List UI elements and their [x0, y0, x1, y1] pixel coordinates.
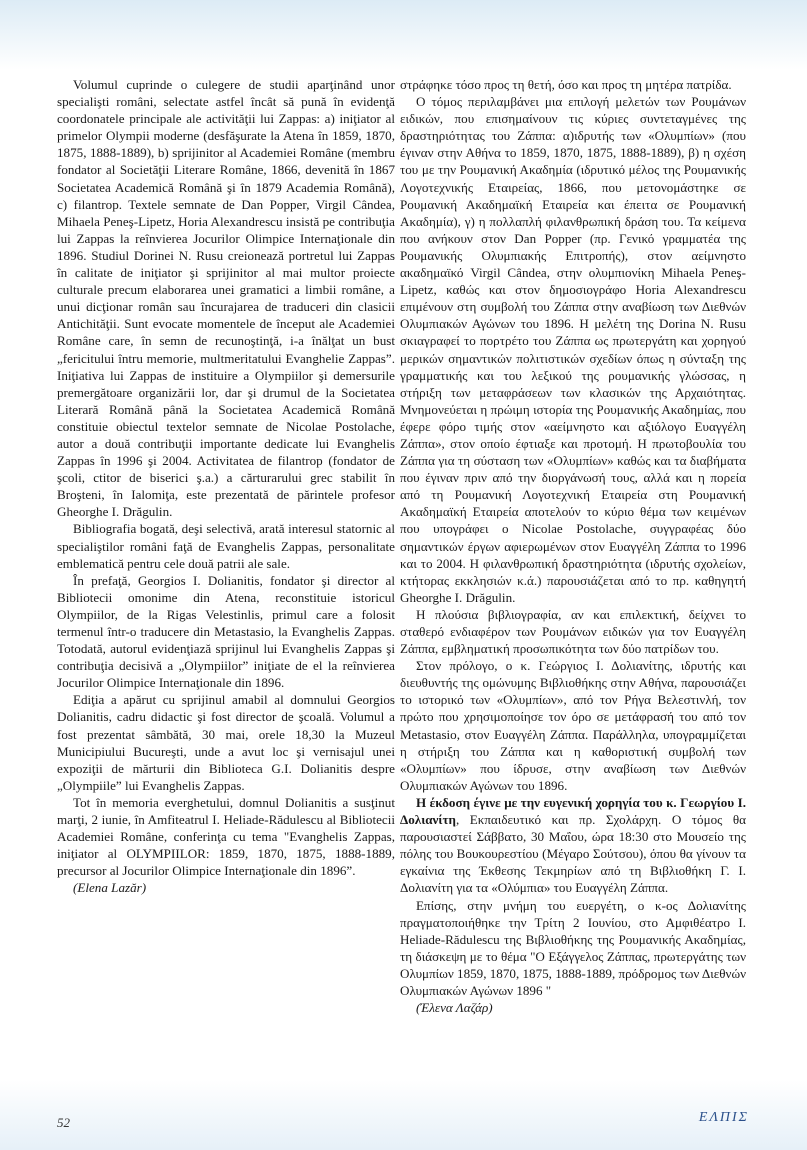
paragraph: Tot în memoria everghetului, domnul Dolianitis a susţinut marţi, 2 iunie, în Amfiteatrul I. Heliade-Rădulescu al Bibliotecii Academiei Române, conferinţa cu tema "Evanghelis Zappas, iniţiator al OLYMPIILOR: 1859, 1870, 1875, 1888-1889, precursor al Jocurilor Olimpice Internaţionale din 1896”.	[57, 794, 395, 879]
paragraph: În prefaţă, Georgios I. Dolianitis, fondator şi director al Bibliotecii omonime din Atena, reconstituie istoricul Olympiilor, de la Rigas Velestinlis, primul care a folosit termenul într-o traducere din Metastasio, la Evanghelis Zappas. Totodată, autorul evidenţiază sprijinul lui Evanghelis Zappas şi contribuţia decisivă a „Olympiilor” iniţiate de el la reînvierea Jocurilor Olimpice Internaţionale din 1896.	[57, 572, 395, 691]
paragraph: Η πλούσια βιβλιογραφία, αν και επιλεκτική, δείχνει το σταθερό ενδιαφέρον των Ρουμάνων ειδικών για τον Ευαγγέλη Ζάππα, εμβληματική προσωπικότητα των δύο πατρίδων του.	[400, 606, 746, 657]
paragraph: στράφηκε τόσο προς τη θετή, όσο και προς τη μητέρα πατρίδα.	[400, 77, 732, 92]
paragraph	[400, 794, 746, 897]
paragraph: Bibliografia bogată, deşi selectivă, arată interesul statornic al specialiştilor români faţă de Evanghelis Zappas, personalitate emblematică pentru cele două patrii ale sale.	[57, 521, 395, 571]
paragraph: Volumul cuprinde o culegere de studii aparţinând unor specialişti români, selectate astfel încât să pună în evidenţă coordonatele principale ale activităţii lui Zappas: a) iniţiator al primelor Olympii moderne (desfăşurate la Atena în 1859, 1870, 1875, 1888-1889), b) sprijinitor al Academiei Române (membru fondator al Societăţii Literare Române, 1866, devenită în 1867 Societatea Academică Română şi în 1879 Academia Română), c) filantrop. Textele semnate de Dan Popper, Virgil Cândea, Mihaela Peneş-Lipetz, Horia Alexandrescu insistă pe contribuţia lui Zappas la reînvierea Jocurilor Olimpice Internaţionale din 1896. Studiul Dorinei N. Rusu creionează portretul lui Zappas în calitate de iniţiator şi sprijinitor al mai multor proiecte culturale precum elaborarea unei gramatici a limbii române, a unui dicţionar român sau încurajarea de traduceri din clasicii Antichităţii. Sunt evocate momentele de început ale Academiei Române care, în semn de recunoştinţă, i-a înălţat un bust „fericitului întru memorie, multmeritatului Evanghelie Zappas”. Iniţiativa lui Zappas de instituire a Olympiilor şi demersurile premergătoare organizării lor, dar şi drumul de la Societatea Literară Română până la Societatea Academică Română constituie obiectul textelor semnate de Nicolae Postolache, autor a două contribuţii importante dedicate lui Evanghelis Zappas în 1996 şi 2004. Activitatea de filantrop (fondator de şcoli, ctitor de biserici ş.a.) a cărturarului grec stabilit în Broşteni, în Ialomiţa, este prezentată de părintele profesor Gheorghe I. Drăgulin.	[57, 77, 395, 520]
paragraph: Ediţia a apărut cu sprijinul amabil al domnului Georgios Dolianitis, cadru didactic şi fost director de şcoală. Volumul a fost prezentat sâmbătă, 30 mai, orele 18,30 la Muzeul Municipiului Bucureşti, unde a avut loc şi vernisajul unei expoziţii de mărturii din Biblioteca G.I. Dolianitis despre „Olympiile” lui Evanghelis Zappas.	[57, 692, 395, 793]
author-signature: (Elena Lazăr)	[73, 880, 147, 896]
right-column-greek	[400, 76, 746, 1016]
paragraph: Στον πρόλογο, ο κ. Γεώργιος Ι. Δολιανίτης, ιδρυτής και διευθυντής της ομώνυμης Βιβλιοθήκης στην Αθήνα, παρουσιάζει το ιστορικό των «Ολυμπίων», από τον Ρήγα Βελεστινλή, τον πρώτο που χρησιμοποίησε τον όρο σε μετάφρασή του από τον Metastasio, στον Ευαγγέλη Ζάππα. Παράλληλα, υπογραμμίζεται η στήριξη του Ζάππα και η καθοριστική συμβολή των «Ολυμπίων» που ίδρυσε, στην αναβίωση των Διεθνών Ολυμπιακών Αγώνων του 1896.	[400, 658, 746, 793]
paragraph: Ο τόμος περιλαμβάνει μια επιλογή μελετών των Ρουμάνων ειδικών, που επισημαίνουν τις κύριες συντεταγμένες της δραστηριότητας του Ζάππα: α)ιδρυτής των «Ολυμπίων» (που έγιναν στην Αθήνα το 1859, 1870, 1875, 1888-1889), β) η σχέση του με την Ρουμανική Ακαδημία (ιδρυτικό μέλος της Ρουμανικής Λογοτεχνικής Εταιρείας, 1866, που μετονομάστηκε σε Ρουμανική Ακαδημαϊκή Εταιρεία και έπειτα σε Ρουμανική Ακαδημία), γ) η πολλαπλή φιλανθρωπική δράση του. Τα κείμενα που ανήκουν στον Dan Popper (πρ. Γενικό γραμματέα της Ρουμανικής Ολυμπιακής Επιτροπής), στον αείμνηστο ακαδημαϊκό Virgil Cândea, στην ολυμπιονίκη Mihaela Peneş-Lipetz, καθώς και στον δημοσιογράφο Horia Alexandrescu επιμένουν στη συμβολή του Ζάππα στην αναβίωση των Διεθνών Ολυμπιακών Αγώνων του 1896. Η μελέτη της Dorina N. Rusu σκιαγραφεί το πορτρέτο του Ζάππα ως πρωτεργάτη και χορηγού μερικών σημαντικών πολιτιστικών σχεδίων όπως η σύνταξη της γραμματικής και του λεξικού της ρουμανικής γλώσσας, η στήριξη των μεταφράσεων των κλασικών της Αρχαιότητας. Μνημονεύεται η πρώιμη ιστορία της Ρουμανικής Ακαδημίας, που έφερε φόρο τιμής στον «αείμνηστο και αξιόλογο Ευαγγέλη Ζάππα», στον οποίο έφτιαξε και προτομή. Η πρωτοβουλία του Ζάππα για τη σύσταση των «Ολυμπίων» καθώς και τα διαβήματα που έγιναν πριν από την διοργάνωσή τους, αλλά και η πορεία από τη Ρουμανική Λογοτεχνική Εταιρεία στη Ρουμανική Ακαδημαϊκή Εταιρεία αποτελούν το κύριο θέμα των κειμένων που υπογράφει ο Nicolae Postolache, συγγραφέας δύο σημαντικών έργων αφιερωμένων στον Ευαγγέλη Ζάππα το 1996 και το 2004. Η φιλανθρωπική δραστηριότητα (ιδρυτής σχολείων, κτήτορας εκκλησιών κ.ά.) παρουσιάζεται από το πρ. καθηγητή Gheorghe I. Drăgulin.	[400, 94, 746, 605]
author-signature: (Έλενα Λαζάρ)	[416, 1000, 493, 1016]
left-column-romanian	[57, 76, 395, 897]
page-number: 52	[57, 1115, 70, 1130]
bold-sponsor-text: Η έκδοση έγινε με την ευγενική χορηγία του κ. Γεωργίου Ι. Δολιανίτη	[400, 794, 746, 828]
paragraph-continuation: , Εκπαιδευτικό και πρ. Σχολάρχη. Ο τόμος θα παρουσιαστεί Σάββατο, 30 Μαΐου, ώρα 18:30 στο Μουσείο της πόλης του Βουκουρεστίου (Μέγαρο Σούτσου), όπου θα γίνουν τα εγκαίνια της Έκθεσης Τεκμηρίων από τη Βιβλιοθήκη Γ. Ι. Δολιανίτη για τα «Ολύμπια» του Ευαγγέλη Ζάππα.	[400, 812, 746, 896]
magazine-title: ΕΛΠΙΣ	[698, 1110, 749, 1125]
paragraph: Επίσης, στην μνήμη του ευεργέτη, ο κ-ος Δολιανίτης πραγματοποιήθηκε την Τρίτη 2 Ιουνίου, στο Αμφιθέατρο Ι. Heliade-Rădulescu της Βιβλιοθήκης της Ρουμανικής Ακαδημίας, τη διάσκεψη με το θέμα "Ο Εξάγγελος Ζάππας, πρωτεργάτης των Ολυμπίων 1859, 1870, 1875, 1888-1889, πρόδρομος των Διεθνών Ολυμπιακών Αγώνων 1896 "	[400, 897, 746, 998]
